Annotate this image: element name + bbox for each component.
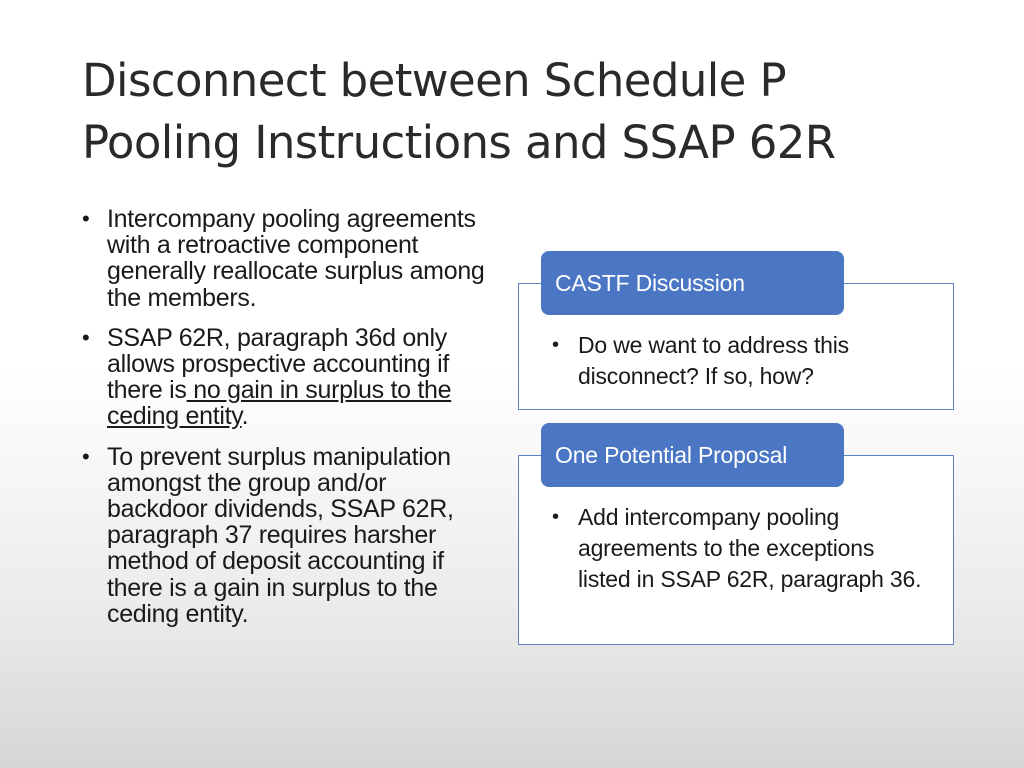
box-bullet-text: Do we want to address this disconnect? If so, how? [578,332,849,389]
box-bullet-item [550,330,930,392]
main-bullet-list [82,206,492,641]
underlined-text: no gain in surplus to the ceding entity [107,376,452,431]
potential-proposal-header: One Potential Proposal [541,423,844,487]
box-bullet-item [550,502,930,595]
bullet-dot-icon: • [552,334,559,356]
bullet-dot-icon: • [552,506,559,528]
box-bullet-text: Add intercompany pooling agreements to the exceptions listed in SSAP 62R, paragraph 36. [578,504,922,592]
bullet-text-end: . [241,402,249,431]
castf-discussion-header: CASTF Discussion [541,251,844,315]
bullet-text: Intercompany pooling agreements with a retroactive component generally reallocate surplus among the members. [107,205,485,312]
bullet-dot-icon: • [82,324,90,350]
bullet-dot-icon: • [82,443,90,469]
slide-title-line-2: Pooling Instructions and SSAP 62R [82,116,836,169]
potential-proposal-list [550,502,930,595]
slide-title [82,50,982,174]
castf-discussion-list [550,330,930,392]
slide-title-line-1: Disconnect between Schedule P [82,54,787,107]
bullet-item [82,444,492,627]
bullet-text: SSAP 62R, paragraph 36d only allows prospective accounting if there is [107,323,449,405]
bullet-text: To prevent surplus manipulation amongst the group and/or backdoor dividends, SSAP 62R, paragraph 37 requires harsher method of deposit accounting if there is a gain in surplus to the ceding entity. [107,442,454,628]
bullet-dot-icon: • [82,206,90,231]
bullet-item [82,325,492,430]
bullet-item [82,206,492,311]
